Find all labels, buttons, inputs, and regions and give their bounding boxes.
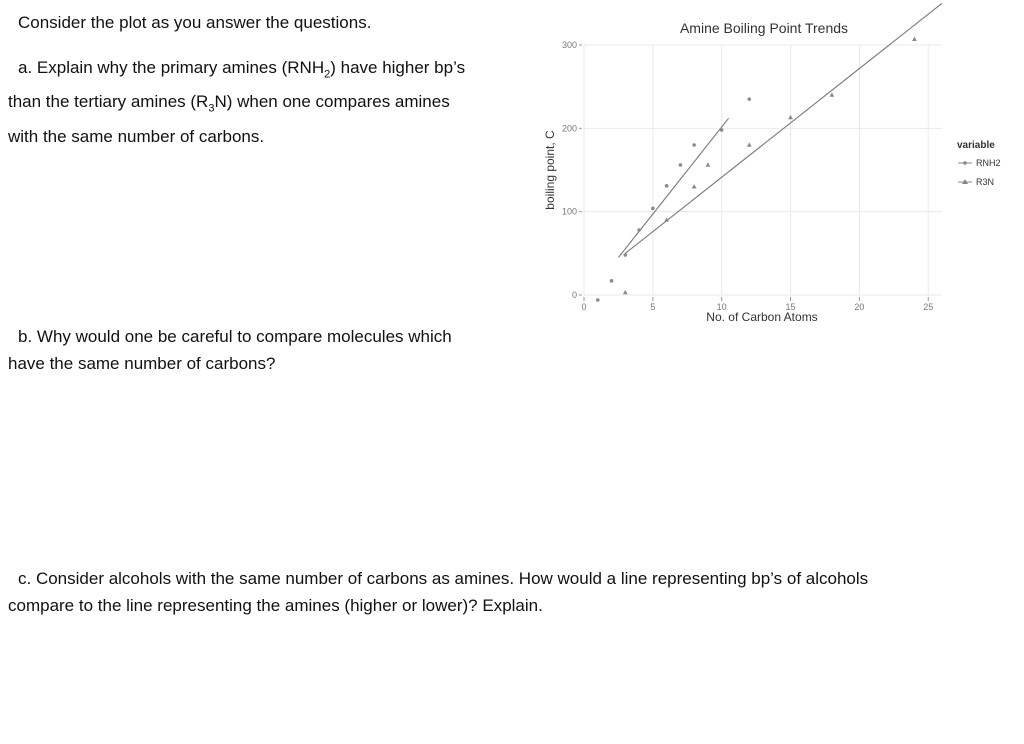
intro-text: Consider the plot as you answer the questions. [18,13,372,32]
question-a-line-1-post: ) have higher bp’s [330,58,466,77]
y-tick-label: 300 [561,40,577,50]
point-r3n [747,142,752,146]
question-a-line-1-pre: a. Explain why the primary amines (RNH [18,58,325,77]
chart-x-axis-label: No. of Carbon Atoms [706,310,818,324]
point-rnh2 [692,143,696,147]
chart-y-axis-label: boiling point, C [543,130,557,210]
point-rnh2 [610,279,614,283]
chart-grid [584,45,942,295]
point-rnh2 [665,184,669,188]
question-b-line-2: have the same number of carbons? [8,354,276,373]
point-r3n [912,37,917,41]
point-rnh2 [720,128,724,132]
question-a-line-2-pre: than the tertiary amines (R [8,92,209,112]
question-b-line-1: b. Why would one be careful to compare molecules which [18,327,452,346]
question-a-line-1 [8,54,523,88]
point-r3n [788,115,793,119]
question-a-line-2 [8,88,523,122]
question-a [8,54,523,150]
x-tick-label: 20 [854,302,865,312]
x-tick-label: 0 [581,302,587,312]
y-tick-label: 200 [561,123,577,134]
chart-title: Amine Boiling Point Trends [679,20,849,36]
point-r3n [829,92,834,96]
point-rnh2 [624,253,628,257]
question-c-line-1: c. Consider alcohols with the same number of carbons as amines. How would a line representing bp’s of alcohols [18,569,869,588]
point-r3n [623,290,628,294]
x-tick-label: 5 [650,302,656,312]
chart-legend [957,140,1001,187]
legend-title: variable [957,140,995,151]
legend-rnh2-marker [963,161,967,165]
amine-boiling-point-chart [530,0,1024,340]
question-c-line-2: compare to the line representing the amines (higher or lower)? Explain. [8,596,543,615]
question-a-line-3: with the same number of carbons. [8,126,265,146]
question-b [8,323,523,377]
question-a-subscript-3: 3 [208,102,215,115]
question-a-line-2-post: N) when one compares amines [214,92,450,112]
legend-rnh2-label: RNH2 [976,158,1001,168]
point-rnh2 [651,207,655,211]
point-rnh2 [747,97,751,101]
question-a-subscript-2: 2 [324,68,331,81]
point-rnh2 [596,298,600,302]
point-rnh2 [679,163,683,167]
x-tick-label: 15 [785,302,796,312]
x-tick-label: 25 [923,302,934,312]
chart-ticks [562,40,933,312]
question-c [8,565,998,619]
legend-r3n-label: R3N [976,177,995,187]
fit-line-rnh2 [618,118,728,257]
x-tick-label: 10 [716,302,727,312]
y-tick-label: 0 [571,290,577,300]
y-tick-label: 100 [561,206,577,217]
point-r3n [692,184,697,188]
point-rnh2 [637,228,641,232]
point-r3n [706,162,711,166]
